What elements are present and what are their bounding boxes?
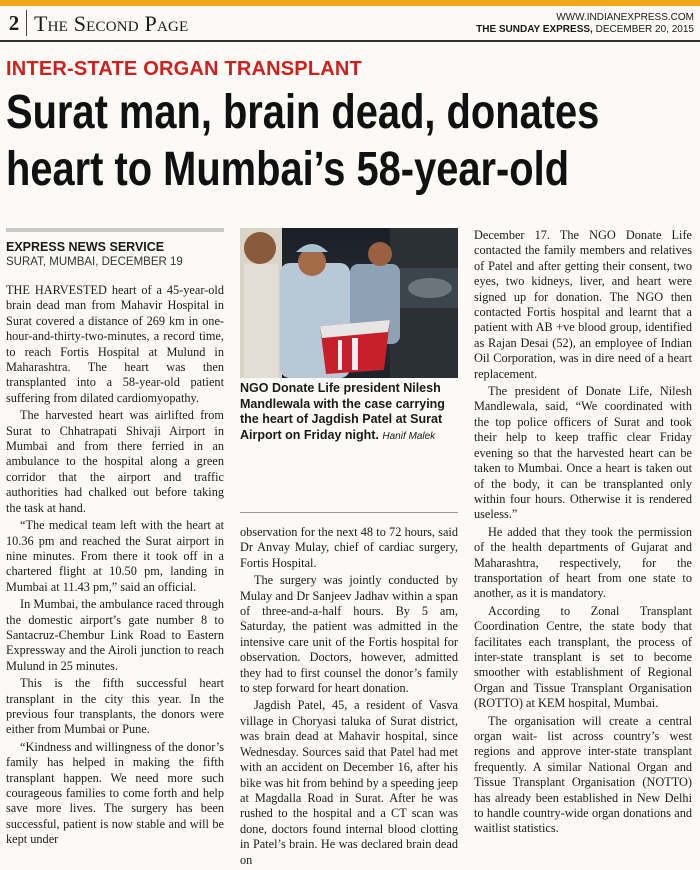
section-title: The Second Page [34, 11, 189, 36]
edition-line [476, 24, 694, 35]
kicker: INTER-STATE ORGAN TRANSPLANT [6, 58, 362, 80]
article-column-3 [474, 228, 692, 839]
paragraph: The organisation will create a central organ wait- list across country’s west regions and approve inter-state transplant frequently. A similar National Organ and Tissue Transplant Organisation (NOTTO) has already been established in New Delhi to handle country-wide organ donations and waitlist statistics. [474, 713, 692, 836]
article-column-1 [6, 283, 224, 850]
paragraph: The harvested heart was airlifted from Surat to Chhatrapati Shivaji Airport in Mumbai and from there ferried in an ambulance to the hospital along a green corridor that the airport and traffic authorities had chalked out before taking the task at hand. [6, 408, 224, 515]
photo-caption [240, 381, 458, 444]
paragraph: The surgery was jointly conducted by Mulay and Dr Sanjeev Jadhav within a span of three-and-a-half hours. By 5 am, Saturday, the patient was admitted in the intensive care unit of the Fortis hospital for observation. Doctors, however, admitted they had to first counsel the donor’s family to step forward for heart donation. [240, 573, 458, 696]
paragraph: This is the fifth successful heart transplant in the city this year. In the previous four transplants, the donors were either from Mumbai or Pune. [6, 676, 224, 737]
news-photo [240, 228, 458, 378]
photo-credit: Hanif Malek [382, 430, 436, 442]
photo-illustration [240, 228, 458, 378]
top-accent-bar [0, 0, 700, 6]
headline [6, 84, 600, 198]
caption-divider [240, 512, 458, 513]
paragraph: “Kindness and willingness of the donor’s family has helped in making the fifth transplant happen. We need more such courageous families to come forth and help save more lives. The surgery has been successful, patient is now stable and will be kept under [6, 739, 224, 847]
paragraph: observation for the next 48 to 72 hours, said Dr Anvay Mulay, chief of cardiac surgery, Fortis Hospital. [240, 525, 458, 570]
paragraph: According to Zonal Transplant Coordination Centre, the state body that facilitates each transplant, the process of inter-state transplant is set to become smoother with establishment of Regional Organ and Tissue Transplant Organisation (ROTTO) at KEM hospital, Mumbai. [474, 603, 692, 711]
headline-line-2: heart to Mumbai’s 58-year-old [6, 143, 570, 196]
page-number: 2 [2, 10, 27, 36]
paragraph: He added that they took the permission of the health departments of Gujarat and Maharashtra, respectively, for the transportation of heart from one state to another, as it is mandatory. [474, 524, 692, 601]
header-rule [0, 40, 700, 42]
caption-text: NGO Donate Life president Nilesh Mandlewala with the case carrying the heart of Jagdish Patel at Surat Airport on Friday night. [240, 381, 445, 442]
paper-name: THE SUNDAY EXPRESS, [476, 24, 593, 35]
paragraph: In Mumbai, the ambulance raced through the domestic airport’s gate number 8 to Santacruz-Chembur Link Road to Eastern Expressway and the Airoli junction to reach Mulund in 25 minutes. [6, 597, 224, 673]
site-url[interactable]: WWW.INDIANEXPRESS.COM [556, 12, 694, 23]
paragraph: December 17. The NGO Donate Life contacted the family members and relatives of Patel and after getting their consent, two eyes, two kidneys, liver, and heart were signed up for donation. The NGO then contacted Fortis hospital and learnt that a patient with AB +ve blood group, identified as Rajan Desai (52), an employee of Indian Oil Corporation, was in dire need of a heart replacement. [474, 228, 692, 381]
byline-bar [6, 228, 224, 232]
paragraph: THE HARVESTED heart of a 45-year-old brain dead man from Mahavir Hospital in Surat covered a distance of 269 km in one-hour-and-thirty-two-minutes, a record time, to reach Fortis Hospital at Mulund in Maharashtra. The heart was then transplanted into a 58-year-old patient suffering from dilated cardiomyopathy. [6, 283, 224, 405]
article-column-2 [240, 525, 458, 870]
byline: EXPRESS NEWS SERVICE [6, 240, 165, 254]
paragraph: Jagdish Patel, 45, a resident of Vasva village in Choryasi taluka of Surat district, was brain dead at Mahavir hospital, since Wednesday. Sources said that Patel had met with an accident on December 16, after his bike was hit from behind by a speeding jeep at Magdalla Road in Surat. After he was rushed to the hospital and a CT scan was done, doctors found internal blood clotting in Patel’s brain. He was declared brain dead on [240, 698, 458, 867]
dateline: SURAT, MUMBAI, DECEMBER 19 [6, 256, 183, 268]
headline-line-1: Surat man, brain dead, donates [6, 86, 600, 139]
paragraph: The president of Donate Life, Nilesh Mandlewala, said, “We coordinated with the top police officers of Surat and took their help to keep traffic clear Friday evening so that the harvested heart can be taken to Mumbai. Once a heart is taken out of the body, it can be transplanted only within four hours. Otherwise it is rendered useless.” [474, 384, 692, 522]
issue-date: DECEMBER 20, 2015 [592, 24, 694, 35]
paragraph: “The medical team left with the heart at 10.36 pm and reached the Surat airport in nine minutes. From there it took off in a chartered flight at 10.50 pm, landing in Mumbai at 11.43 pm,” said an official. [6, 518, 224, 594]
